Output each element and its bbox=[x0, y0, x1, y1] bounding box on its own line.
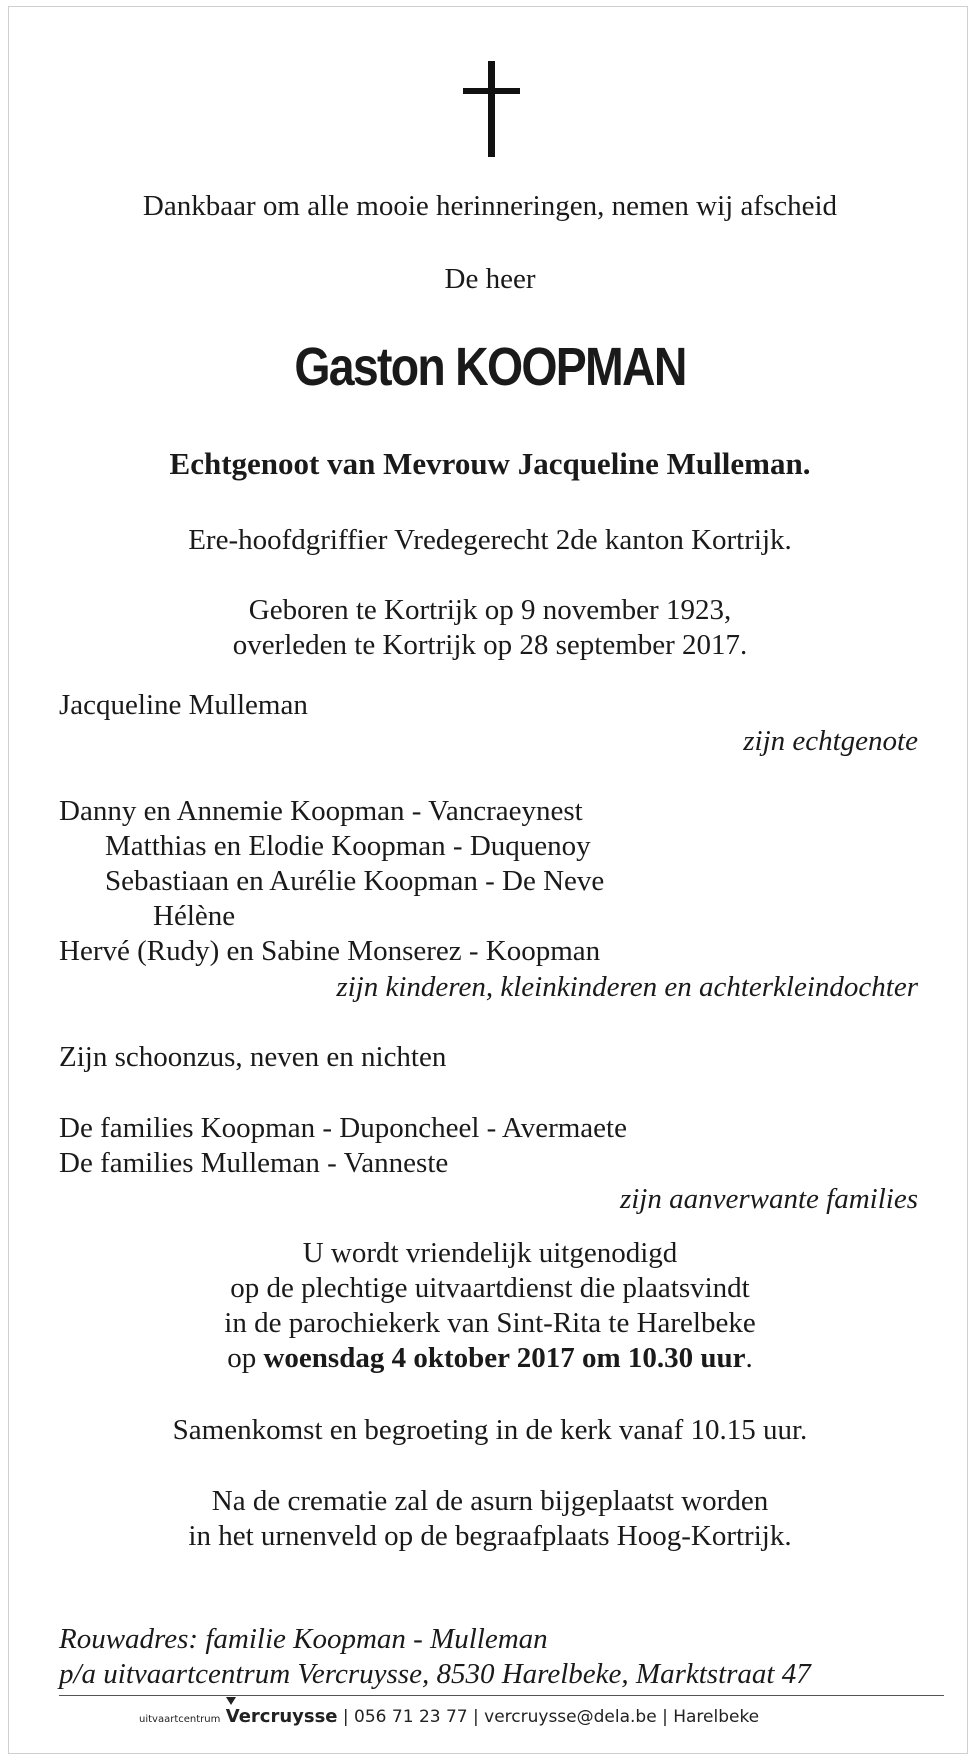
footer-prefix: uitvaartcentrum bbox=[139, 1714, 221, 1725]
funeral-home-footer bbox=[139, 1706, 759, 1727]
birth-line: Geboren te Kortrijk op 9 november 1923, bbox=[248, 594, 732, 626]
death-line: overleden te Kortrijk op 28 september 2017. bbox=[232, 629, 748, 661]
grandchild-2: Sebastiaan en Aurélie Koopman - De Neve bbox=[105, 865, 605, 897]
footer-divider bbox=[59, 1695, 944, 1696]
invitation-line-2: op de plechtige uitvaartdienst die plaatsvindt bbox=[230, 1272, 750, 1304]
address-line-1: Rouwadres: familie Koopman - Mulleman bbox=[59, 1623, 548, 1655]
profession-line: Ere-hoofdgriffier Vredegerecht 2de kanton Kortrijk. bbox=[188, 524, 792, 556]
gathering-line: Samenkomst en begroeting in de kerk vanaf 10.15 uur. bbox=[172, 1414, 808, 1446]
ceremony-date: op woensdag 4 oktober 2017 om 10.30 uur. bbox=[227, 1342, 753, 1374]
invitation-line-1: U wordt vriendelijk uitgenodigd bbox=[302, 1237, 678, 1269]
logo-triangle-icon bbox=[226, 1697, 236, 1705]
address-line-2: p/a uitvaartcentrum Vercruysse, 8530 Harelbeke, Marktstraat 47 bbox=[59, 1658, 811, 1690]
deceased-name: Gaston KOOPMAN bbox=[294, 337, 686, 397]
intro-text: Dankbaar om alle mooie herinneringen, nemen wij afscheid bbox=[142, 190, 838, 222]
families-1: De families Koopman - Duponcheel - Avermaete bbox=[59, 1112, 627, 1144]
great-grandchild: Hélène bbox=[153, 900, 236, 932]
relatives-line: Zijn schoonzus, neven en nichten bbox=[59, 1041, 447, 1073]
footer-details: | 056 71 23 77 | vercruysse@dela.be | Harelbeke bbox=[337, 1707, 760, 1727]
widow-role: zijn echtgenote bbox=[743, 725, 918, 757]
spouse-line: Echtgenoot van Mevrouw Jacqueline Mulleman. bbox=[169, 446, 811, 481]
footer-brand: Vercruysse bbox=[225, 1706, 338, 1727]
widow-name: Jacqueline Mulleman bbox=[59, 689, 308, 721]
child-2: Hervé (Rudy) en Sabine Monserez - Koopman bbox=[59, 935, 601, 967]
honorific: De heer bbox=[444, 263, 536, 295]
cremation-line-1: Na de crematie zal de asurn bijgeplaatst worden bbox=[211, 1485, 769, 1517]
child-1: Danny en Annemie Koopman - Vancraeynest bbox=[59, 795, 583, 827]
ceremony-date-bold: woensdag 4 oktober 2017 om 10.30 uur bbox=[263, 1342, 746, 1374]
families-2: De families Mulleman - Vanneste bbox=[59, 1147, 449, 1179]
cremation-line-2: in het urnenveld op de begraafplaats Hoog-Kortrijk. bbox=[188, 1520, 792, 1552]
children-role: zijn kinderen, kleinkinderen en achterkleindochter bbox=[336, 971, 918, 1003]
grandchild-1: Matthias en Elodie Koopman - Duquenoy bbox=[105, 830, 591, 862]
families-role: zijn aanverwante families bbox=[619, 1183, 918, 1215]
invitation-line-3: in de parochiekerk van Sint-Rita te Harelbeke bbox=[224, 1307, 756, 1339]
